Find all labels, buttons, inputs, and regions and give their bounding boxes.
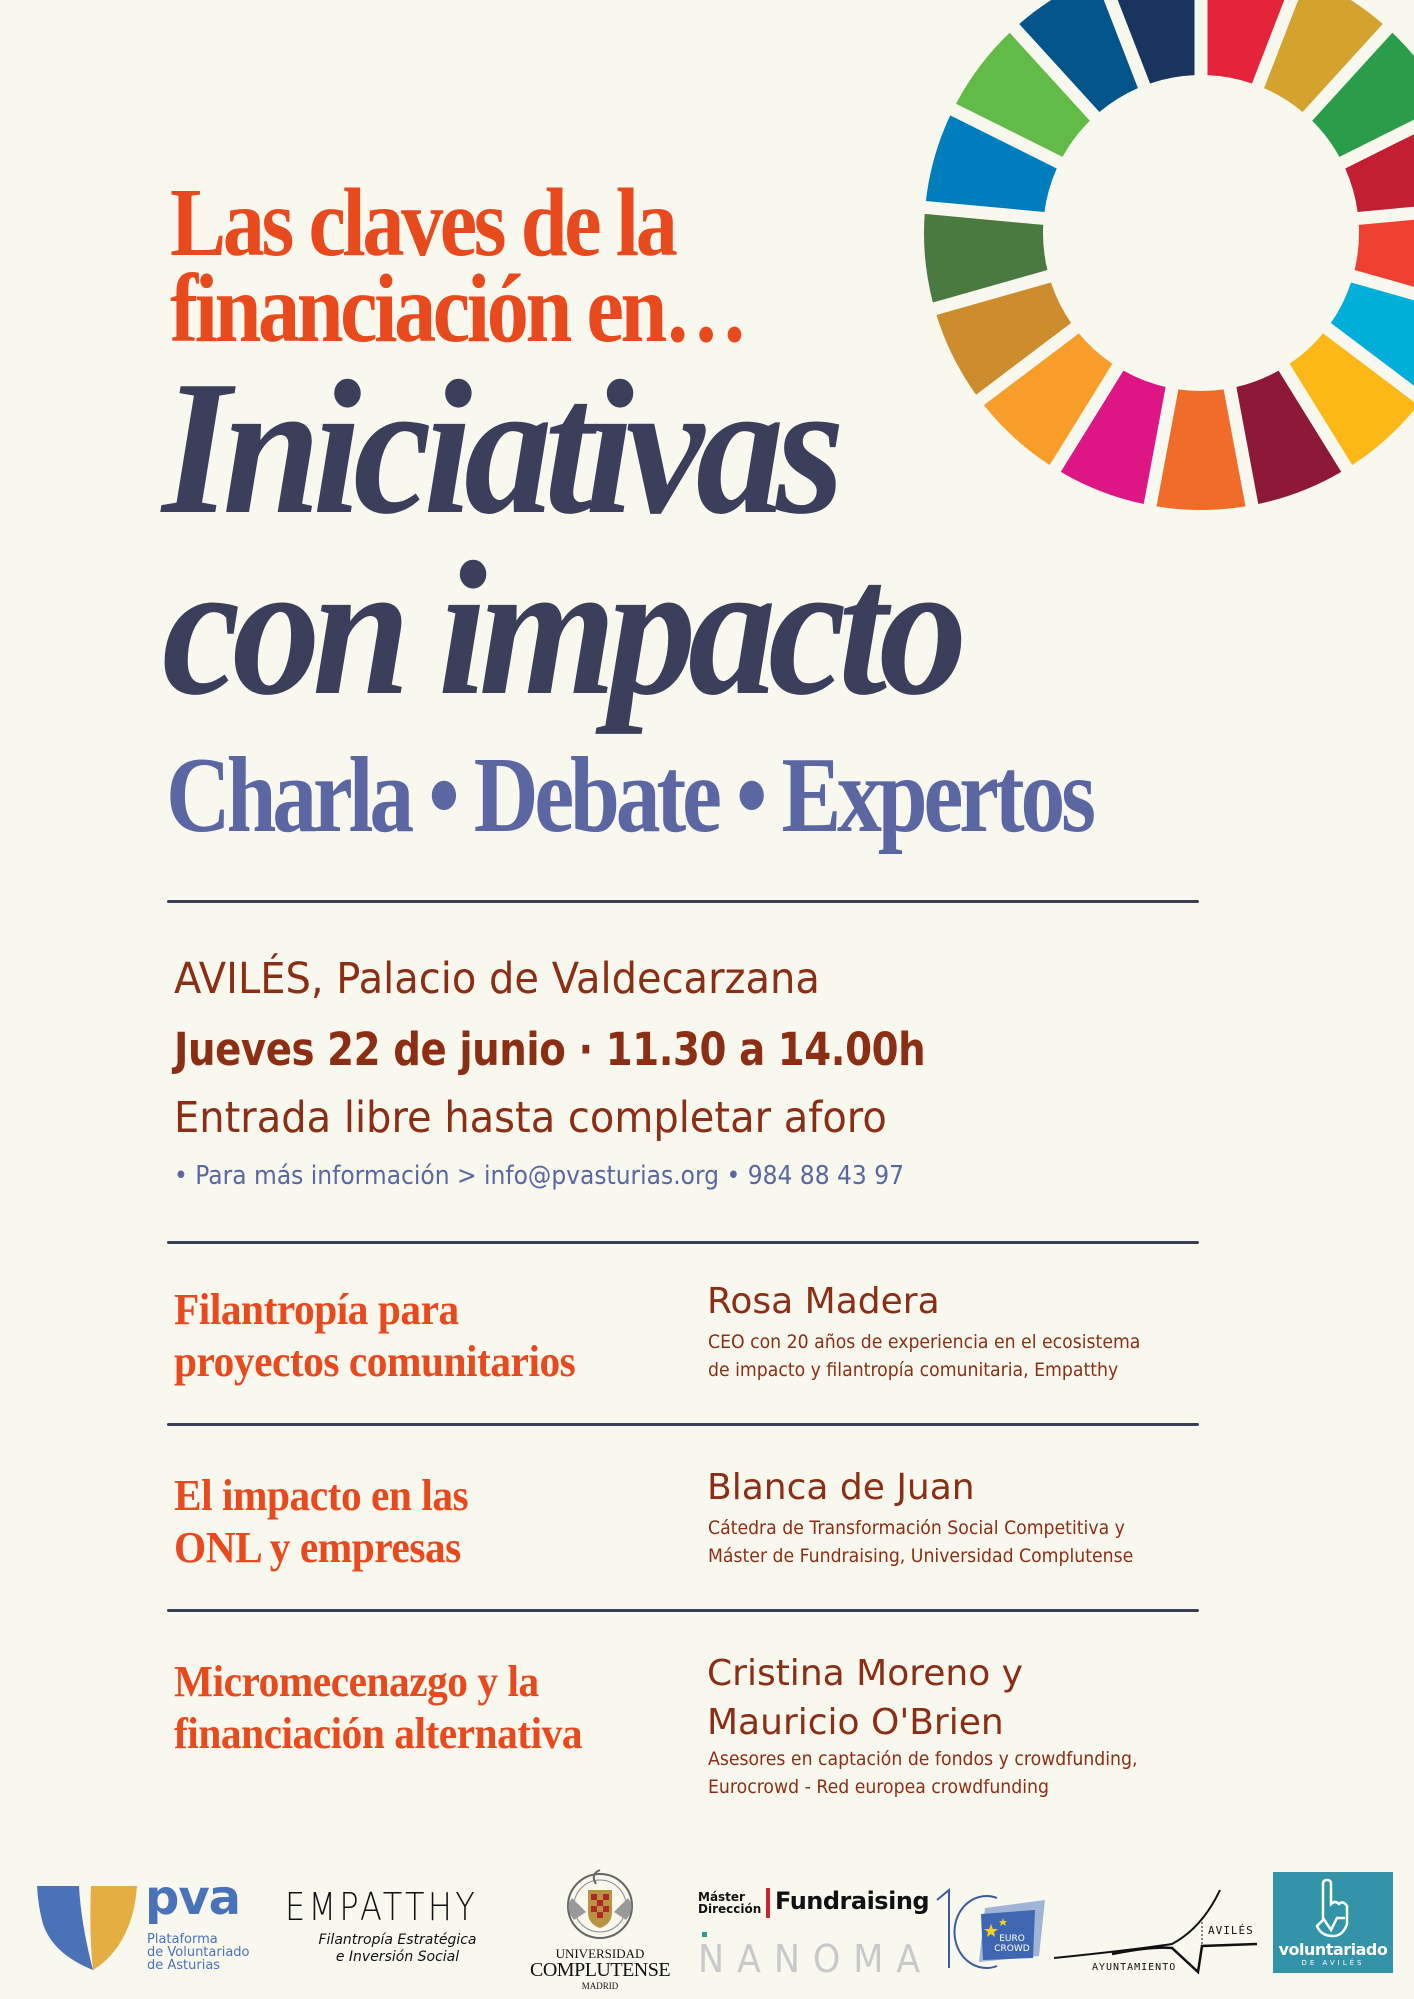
nanoma-wordmark: NANOMA <box>698 1937 934 1981</box>
sdg-segment <box>1345 115 1414 212</box>
event-location: AVILÉS, Palacio de Valdecarzana <box>174 954 820 1004</box>
direccion-label: Dirección <box>698 1902 762 1916</box>
event-datetime: Jueves 22 de junio · 11.30 a 14.00h <box>174 1023 926 1076</box>
aviles-label: AVILÉS <box>1208 1924 1254 1937</box>
session-3-topic-line-2: financiación alternativa <box>174 1709 583 1758</box>
sdg-segment <box>1207 0 1294 83</box>
sdg-segment <box>956 33 1090 157</box>
sdg-segment <box>1107 0 1194 83</box>
eurocrowd-10-years-icon <box>935 1888 1055 1973</box>
voluntariado-wordmark: voluntariado <box>1278 1940 1388 1959</box>
empatthy-logo <box>285 1885 510 1968</box>
session-3-desc-line-1: Asesores en captación de fondos y crowdfunding, <box>708 1748 1138 1770</box>
session-1-desc-line-1: CEO con 20 años de experiencia en el ecosistema <box>708 1331 1141 1353</box>
sdg-segment <box>1331 282 1414 394</box>
sdg-segment <box>1312 33 1414 157</box>
sdg-segment <box>1236 371 1341 504</box>
fundraising-label: Fundraising <box>775 1887 930 1915</box>
ayuntamiento-label: AYUNTAMIENTO <box>1092 1962 1177 1973</box>
pva-v-icon <box>35 1884 139 1972</box>
session-2-desc-line-2: Máster de Fundraising, Universidad Complutense <box>708 1545 1134 1567</box>
divider-1 <box>167 900 1199 903</box>
eurocrowd-line-1: EURO <box>999 1934 1025 1944</box>
session-3-speaker-line-2: Mauricio O'Brien <box>707 1702 1004 1743</box>
sdg-segment <box>1157 389 1246 510</box>
master-fundraising-logo <box>698 1887 930 1922</box>
title-line-2: con impacto <box>162 522 959 735</box>
empatthy-wordmark: EMPATTHY <box>285 1885 479 1929</box>
ayuntamiento-aviles-logo <box>1052 1888 1257 1978</box>
ucm-crest-icon <box>560 1864 640 1944</box>
pva-logo <box>35 1870 250 1975</box>
pva-subtitle-line-2: de Voluntariado <box>147 1945 250 1960</box>
master-label: Máster <box>698 1890 745 1904</box>
ucm-logo <box>530 1862 670 1992</box>
heading-line-2: financiación en… <box>170 255 745 363</box>
sdg-segment <box>1290 333 1414 465</box>
sdg-segment <box>984 333 1112 465</box>
sdg-segment <box>1355 214 1414 303</box>
nanoma-accent-teal <box>702 1932 707 1937</box>
session-2-speaker: Blanca de Juan <box>707 1467 975 1508</box>
sdg-segment <box>1061 371 1166 504</box>
pointing-hand-icon <box>1303 1878 1363 1940</box>
nanoma-logo <box>698 1937 934 1981</box>
divider-4 <box>167 1609 1199 1612</box>
empatthy-subtitle-line-2: e Inversión Social <box>335 1949 460 1965</box>
voluntariado-subtitle: DE AVILÉS <box>1301 1959 1365 1967</box>
sdg-segment <box>1264 0 1383 112</box>
ucm-line-1: UNIVERSIDAD <box>555 1946 645 1961</box>
pva-subtitle-line-3: de Asturias <box>147 1958 221 1973</box>
sdg-segment <box>926 115 1057 212</box>
eurocrowd-line-2: CROWD <box>994 1944 1030 1954</box>
pva-wordmark: pva <box>145 1870 241 1926</box>
eurocrowd-logo <box>935 1888 1055 1973</box>
ucm-line-2: COMPLUTENSE <box>530 1959 671 1981</box>
sdg-segment <box>936 282 1071 394</box>
sdg-segment <box>1019 0 1138 112</box>
session-2-topic-line-2: ONL y empresas <box>174 1523 461 1572</box>
session-1-topic-line-1: Filantropía para <box>174 1285 459 1334</box>
subtitle-tags: Charla • Debate • Expertos <box>166 736 1092 855</box>
session-2-desc-line-1: Cátedra de Transformación Social Competitiva y <box>708 1517 1125 1539</box>
voluntariado-aviles-logo <box>1273 1872 1393 1973</box>
divider-3 <box>167 1423 1199 1426</box>
event-entry: Entrada libre hasta completar aforo <box>174 1093 887 1143</box>
session-2-topic-line-1: El impacto en las <box>174 1471 469 1520</box>
title-line-1: Iniciativas <box>162 341 837 554</box>
session-3-speaker-line-1: Cristina Moreno y <box>707 1653 1023 1694</box>
session-1-topic-line-2: proyectos comunitarios <box>174 1337 576 1386</box>
session-3-desc-line-2: Eurocrowd - Red europea crowdfunding <box>708 1776 1049 1798</box>
divider-2 <box>167 1241 1199 1244</box>
event-contact[interactable]: • Para más información > info@pvasturias.org • 984 88 43 97 <box>174 1161 905 1191</box>
sdg-segment <box>924 214 1047 303</box>
red-separator <box>766 1888 770 1918</box>
session-1-speaker: Rosa Madera <box>707 1281 940 1322</box>
empatthy-subtitle-line-1: Filantropía Estratégica <box>318 1932 477 1948</box>
heading-line-1: Las claves de la <box>170 169 675 277</box>
session-1-desc-line-2: de impacto y filantropía comunitaria, Empatthy <box>708 1359 1119 1381</box>
ucm-line-3: MADRID <box>581 1981 619 1991</box>
session-3-topic-line-1: Micromecenazgo y la <box>174 1657 539 1706</box>
pva-subtitle-line-1: Plataforma <box>147 1932 218 1947</box>
